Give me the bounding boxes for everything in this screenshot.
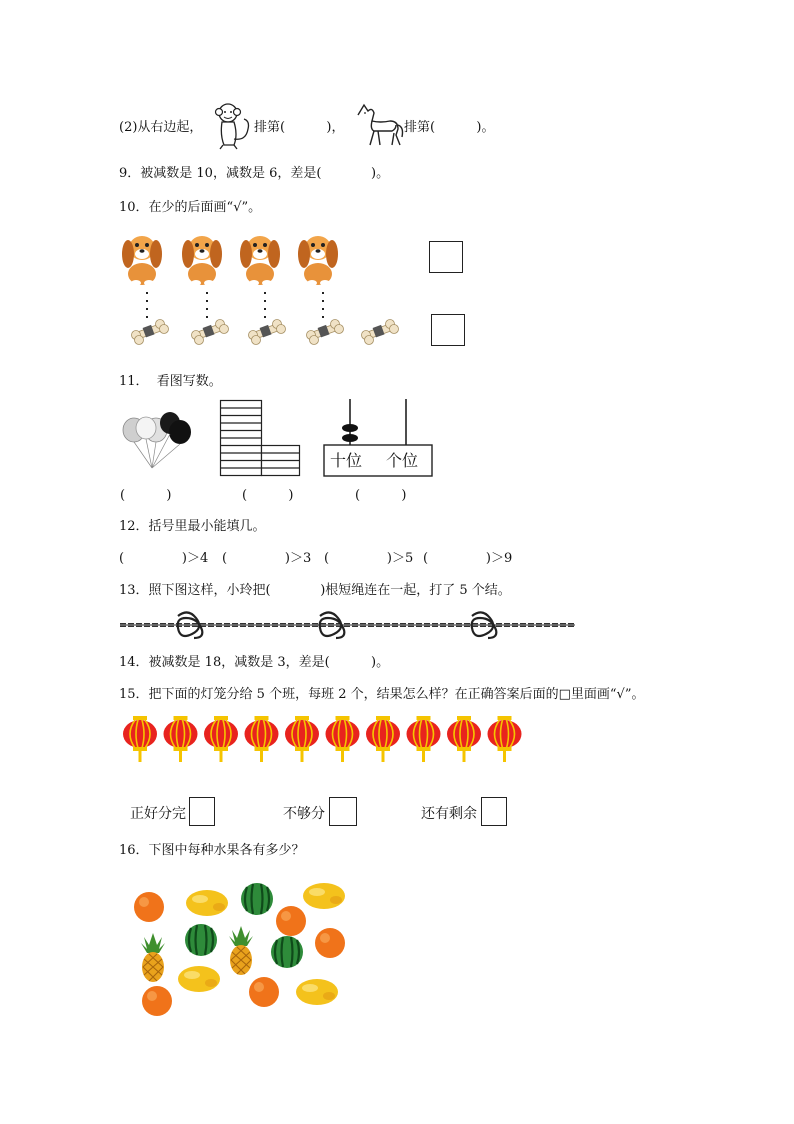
q8-prefix: (2)从右边起， (119, 120, 203, 135)
pineapple-icon (141, 933, 165, 982)
fruits-picture (125, 878, 355, 1020)
dog-row (120, 230, 360, 350)
watermelon-icon (185, 924, 217, 956)
q15-option-label-3: 还有剩余 (421, 806, 477, 822)
q12-item-2[interactable]: ( )＞3 (222, 551, 312, 566)
monkey-icon (210, 101, 256, 151)
q15-text: 15．把下面的灯笼分给 5 个班，每班 2 个，结果怎么样？在正确答案后面的□里面画“√”。 (119, 687, 645, 702)
q9-text: 9．被减数是 10，减数是 6，差是( )。 (119, 166, 390, 181)
watermelon-icon (271, 936, 303, 968)
lantern-icon (447, 716, 481, 762)
q15-option-label-2: 不够分 (283, 806, 325, 822)
lantern-icon (285, 716, 319, 762)
q12-item-1[interactable]: ( )＞4 (119, 551, 209, 566)
q8-between: 排第( )， (254, 120, 345, 135)
q10-answer-box-dogs[interactable] (429, 241, 463, 273)
q16-text: 16．下图中每种水果各有多少？ (119, 843, 305, 858)
lantern-icon (245, 716, 279, 762)
watermelon-icon (241, 883, 273, 915)
abacus-ones-label: 个位 (386, 451, 419, 470)
orange-icon (276, 906, 306, 936)
lantern-icon (407, 716, 441, 762)
q11-answer-balloons[interactable]: ( ) (120, 488, 172, 503)
q12-item-4[interactable]: ( )＞9 (423, 551, 513, 566)
lantern-icon (326, 716, 360, 762)
mango-icon (186, 890, 228, 916)
sticks-picture (220, 400, 302, 478)
q15-option-label-1: 正好分完 (130, 806, 186, 822)
extra-bone (360, 318, 404, 348)
lantern-icon (204, 716, 238, 762)
q15-option-box-1[interactable] (189, 797, 215, 826)
lantern-icon (366, 716, 400, 762)
mango-icon (303, 883, 345, 909)
balloon-icon (123, 412, 191, 468)
lantern-icon (488, 716, 522, 762)
lanterns-row (120, 714, 530, 766)
abacus-tens-label: 十位 (330, 451, 363, 470)
orange-icon (142, 986, 172, 1016)
rope-picture (120, 610, 575, 642)
q11-answer-sticks[interactable]: ( ) (242, 488, 294, 503)
q11-text: 11． 看图写数。 (119, 374, 222, 389)
orange-icon (315, 928, 345, 958)
q15-option-box-3[interactable] (481, 797, 507, 826)
q11-answer-abacus[interactable]: ( ) (355, 488, 407, 503)
balloons-picture (122, 410, 194, 472)
q14-text: 14．被减数是 18，减数是 3，差是( )。 (119, 655, 390, 670)
q13-text: 13．照下图这样，小玲把( )根短绳连在一起，打了 5 个结。 (119, 583, 511, 598)
pineapple-icon (229, 926, 253, 975)
horse-icon (352, 101, 404, 151)
q10-answer-box-bones[interactable] (431, 314, 465, 346)
q15-option-box-2[interactable] (329, 797, 357, 826)
q8-suffix: 排第( )。 (404, 120, 495, 135)
orange-icon (134, 892, 164, 922)
lantern-icon (164, 716, 198, 762)
mango-icon (178, 966, 220, 992)
q12-text: 12．括号里最小能填几。 (119, 519, 266, 534)
lantern-icon (123, 716, 157, 762)
mango-icon (296, 979, 338, 1005)
q10-text: 10．在少的后面画“√”。 (119, 200, 262, 215)
orange-icon (249, 977, 279, 1007)
q12-item-3[interactable]: ( )＞5 (324, 551, 414, 566)
